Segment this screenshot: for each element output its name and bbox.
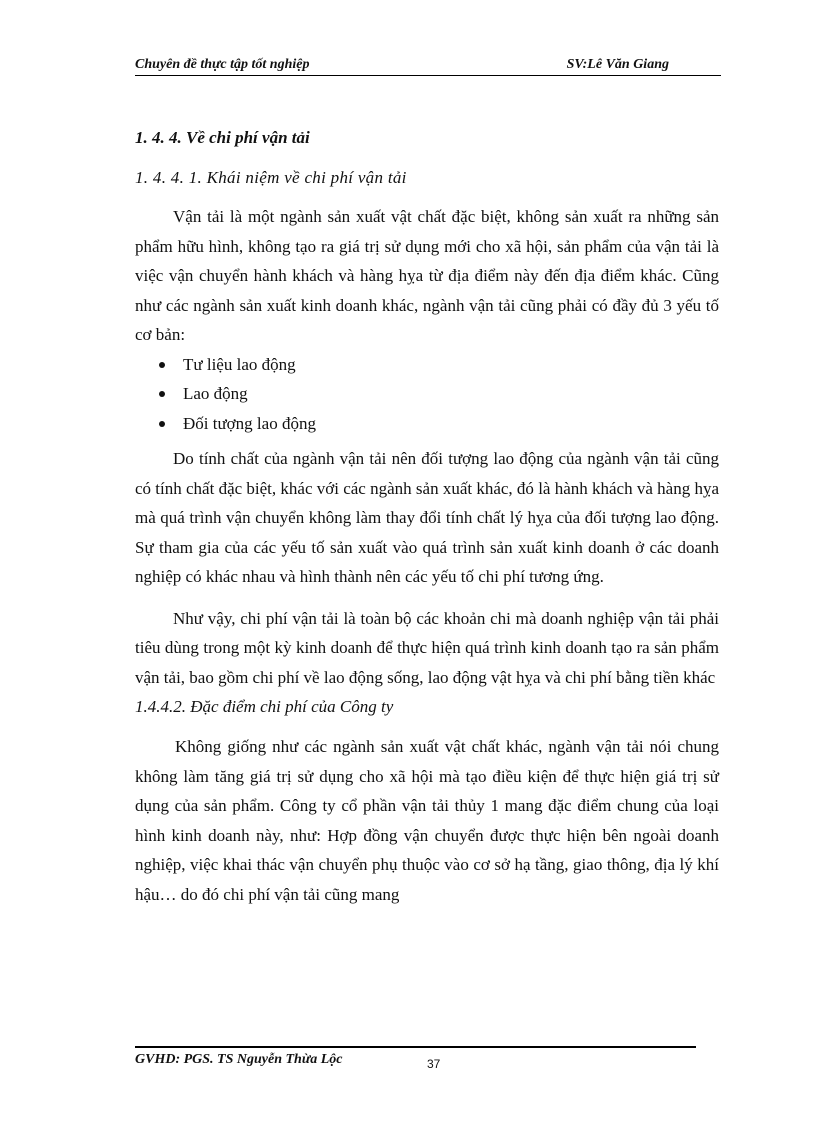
bullet-icon — [159, 421, 165, 427]
subsection-heading-2: 1.4.4.2. Đặc điểm chi phí của Công ty — [135, 697, 394, 716]
list-item — [135, 409, 719, 439]
header-title: Chuyên đề thực tập tốt nghiệp — [135, 57, 310, 72]
bullet-icon — [159, 362, 165, 368]
bullet-icon — [159, 391, 165, 397]
paragraph-4: Không giống như các ngành sản xuất vật chất khác, ngành vận tải nói chung không làm tăng giá trị sử dụng cho xã hội mà tạo điều kiện để thực hiện giá trị sử dụng của sản phẩm. Công ty cổ phần vận tải thủy 1 mang đặc điểm chung của loại hình kinh doanh này, như: Hợp đồng vận chuyển được thực hiện bên ngoài doanh nghiệp, việc khai thác vận chuyển phụ thuộc vào cơ sở hạ tầng, giao thông, địa lý khí hậu… do đó chi phí vận tải cũng mang — [135, 737, 719, 904]
list-item — [135, 379, 719, 409]
paragraph-2: Do tính chất của ngành vận tải nên đối tượng lao động của ngành vận tải cũng có tính chất đặc biệt, khác với các ngành sản xuất khác, đó là hành khách và hàng hỵa mà quá trình vận chuyển không làm thay đổi tính chất lý hỵa của đối tượng lao động. Sự tham gia của các yếu tố sản xuất vào quá trình sản xuất kinh doanh ở các doanh nghiệp có khác nhau và hình thành nên các yếu tố chi phí tương ứng. — [135, 449, 719, 586]
page-header — [135, 57, 721, 76]
bullet-list — [135, 350, 719, 439]
list-item-text: Đối tượng lao động — [183, 413, 316, 433]
paragraph-3: Như vậy, chi phí vận tải là toàn bộ các khoản chi mà doanh nghiệp vận tải phải tiêu dùng trong một kỳ kinh doanh để thực hiện quá trình kinh doanh tạo ra sản phẩm vận tải, bao gồm chi phí về lao động sống, lao động vật hỵa và chi phí bằng tiền khác — [135, 608, 719, 687]
list-item — [135, 350, 719, 380]
section-heading: 1. 4. 4. Về chi phí vận tải — [135, 128, 310, 147]
footer-divider — [135, 1046, 696, 1048]
paragraph-1: Vận tải là một ngành sản xuất vật chất đặc biệt, không sản xuất ra những sản phẩm hữu hình, không tạo ra giá trị sử dụng mới cho xã hội, sản phẩm của vận tải là việc vận chuyển hành khách và hàng hỵa từ địa điểm này đến địa điểm khác. Cũng như các ngành sản xuất kinh doanh khác, ngành vận tải cũng phải có đầy đủ 3 yếu tố cơ bản: — [135, 207, 719, 344]
subsection-heading: 1. 4. 4. 1. Khái niệm về chi phí vận tải — [135, 168, 407, 187]
header-student: SV:Lê Văn Giang — [566, 57, 669, 72]
page-number: 37 — [427, 1057, 441, 1071]
list-item-text: Lao động — [183, 384, 248, 403]
footer-supervisor: GVHD: PGS. TS Nguyễn Thừa Lộc — [135, 1052, 343, 1067]
list-item-text: Tư liệu lao động — [183, 354, 296, 374]
page-content — [135, 128, 719, 909]
